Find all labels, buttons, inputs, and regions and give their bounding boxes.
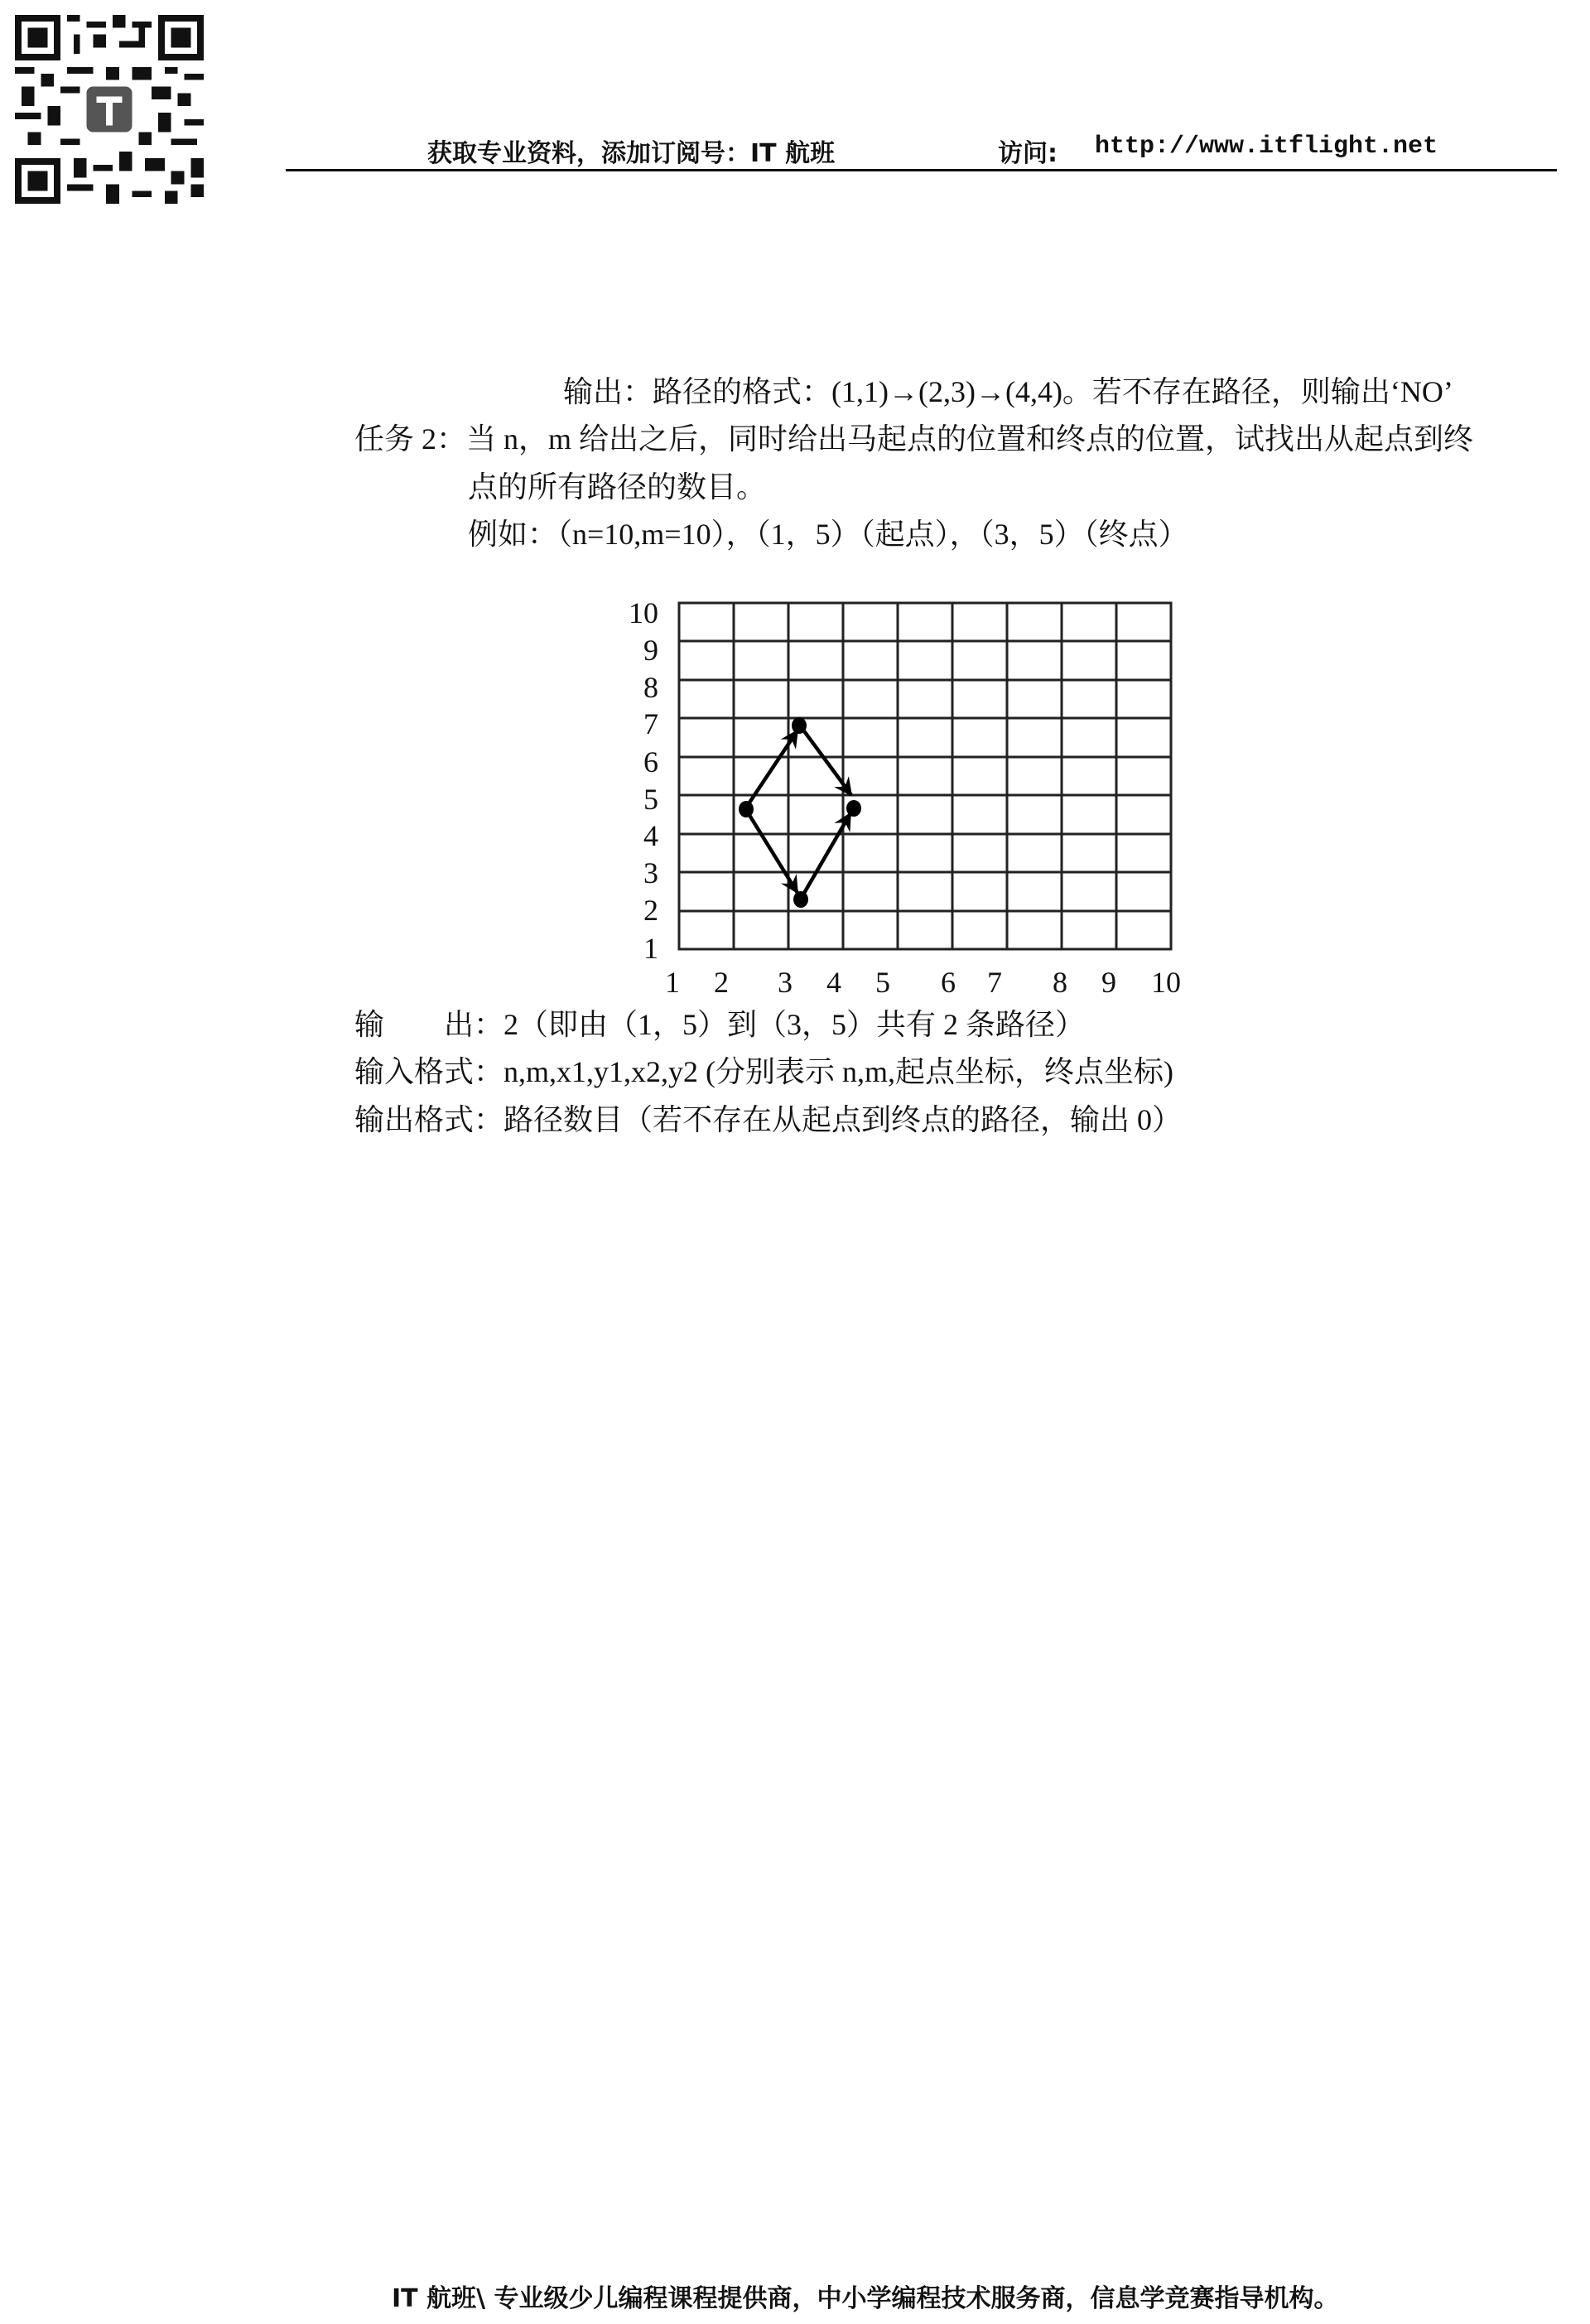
svg-text:1: 1 [643,932,658,965]
x-axis-labels [665,966,1181,999]
task2-line2: 点的所有路径的数目。 [468,470,767,504]
svg-text:10: 10 [629,596,658,629]
visit-label: 访问: [998,139,1058,168]
lower-point-dot [793,891,808,908]
output-format-desc-line: 输出格式：路径数目（若不存在从起点到终点的路径，输出 0） [354,1103,1183,1136]
svg-text:6: 6 [643,745,658,779]
grid-lines [679,603,1171,949]
svg-text:3: 3 [643,856,658,890]
svg-text:9: 9 [1101,966,1116,999]
input-format-line: 输入格式：n,m,x1,y1,x2,y2 (分别表示 n,m,起点坐标，终点坐标) [354,1055,1173,1088]
svg-text:8: 8 [643,671,658,704]
footer-text: IT 航班\ 专业级少儿编程课程提供商，中小学编程技术服务商，信息学竞赛指导机构。 [392,2284,1339,2313]
header-divider [286,169,1557,171]
upper-point-dot [792,717,807,734]
svg-text:4: 4 [643,819,658,852]
start-point-dot [739,801,754,817]
svg-text:10: 10 [1151,966,1181,999]
svg-text:8: 8 [1053,966,1067,999]
svg-text:7: 7 [987,966,1002,999]
knight-paths [748,729,851,894]
qr-code-icon [15,15,204,204]
svg-text:2: 2 [714,966,729,999]
output-result-line: 输 出：2（即由（1，5）到（3，5）共有 2 条路径） [354,1008,1086,1041]
subscribe-text: 获取专业资料，添加订阅号：IT 航班 [427,139,836,168]
svg-text:9: 9 [643,634,658,667]
output-format-line: 输出：路径的格式：(1,1)→(2,3)→(4,4)。若不存在路径，则输出‘NO’ [563,375,1453,408]
example-line: 例如：（n=10,m=10），（1，5）（起点），（3，5）（终点） [468,518,1188,551]
task2-line1: 任务 2：当 n，m 给出之后，同时给出马起点的位置和终点的位置，试找出从起点到终 [354,422,1474,456]
knight-path-grid [613,580,1209,1002]
svg-text:6: 6 [941,966,956,999]
svg-text:5: 5 [875,966,890,999]
site-url-link[interactable]: http://www.itflight.net [1095,133,1438,161]
path-arrow-start-lower [748,812,797,893]
end-point-dot [846,800,861,817]
svg-text:4: 4 [826,966,841,999]
svg-text:2: 2 [643,894,658,927]
svg-text:3: 3 [778,966,793,999]
svg-text:1: 1 [665,966,680,999]
y-axis-labels [629,596,658,965]
svg-text:7: 7 [643,707,658,740]
svg-text:5: 5 [643,783,658,816]
